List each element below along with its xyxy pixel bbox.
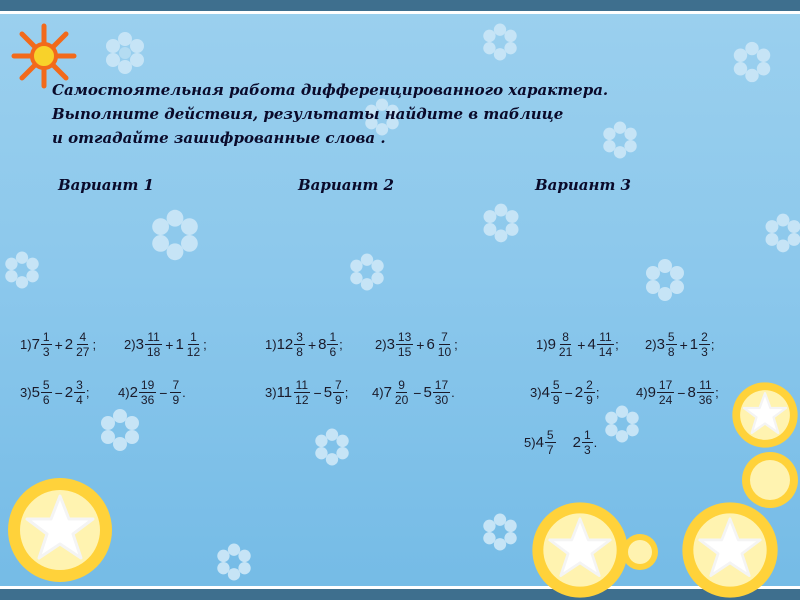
- flower-icon: [478, 20, 522, 64]
- variant-3-label: Вариант 3: [535, 176, 631, 194]
- flower-icon: [100, 28, 150, 78]
- flower-icon: [600, 402, 644, 446]
- flower-icon: [760, 210, 800, 256]
- exercise-v3-3: 3) 4 $\frac{5}{9}$ − 2 $\frac{2}{9}$ ;: [530, 378, 600, 407]
- task-heading: [52, 78, 672, 150]
- star-icon: [675, 495, 785, 600]
- exercise-v1-2: 2) 3 $\frac{11}{18}$ + 1 $\frac{1}{12}$ ;: [124, 330, 207, 359]
- star-icon: [730, 370, 800, 460]
- flower-icon: [145, 205, 205, 265]
- exercise-v1-3: 3) 5 $\frac{5}{6}$ − 2 $\frac{3}{4}$ ;: [20, 378, 90, 407]
- flower-icon: [212, 540, 256, 584]
- flower-icon: [95, 405, 145, 455]
- exercise-v2-4: 4) 7 $\frac{9}{20}$ − 5 $\frac{17}{30}$ .: [372, 378, 455, 407]
- variant-2-label: Вариант 2: [298, 176, 394, 194]
- heading-line-2: Выполните действия, результаты найдите в таблице: [52, 105, 564, 123]
- star-icon: [525, 495, 635, 600]
- exercise-v2-3: 3) 11 $\frac{11}{12}$ − 5 $\frac{7}{9}$ ;: [265, 378, 349, 407]
- exercise-v3-4: 4) 9 $\frac{17}{24}$ − 8 $\frac{11}{36}$ ;: [636, 378, 719, 407]
- star-icon: [620, 532, 660, 572]
- flower-icon: [478, 510, 522, 554]
- exercise-v2-2: 2) 3 $\frac{13}{15}$ + 6 $\frac{7}{10}$ ;: [375, 330, 458, 359]
- flower-icon: [640, 255, 690, 305]
- exercise-v3-1: 1) 9 $\frac{8}{21}$ + 4 $\frac{11}{14}$ ;: [536, 330, 619, 359]
- flower-icon: [478, 200, 524, 246]
- exercise-v3-5: 5) 4 $\frac{5}{7}$ 2 $\frac{1}{3}$ .: [524, 428, 598, 457]
- star-icon: [0, 470, 120, 590]
- exercise-v2-1: 1) 12 $\frac{3}{8}$ + 8 $\frac{1}{6}$ ;: [265, 330, 343, 359]
- variant-1-label: Вариант 1: [58, 176, 154, 194]
- heading-line-1: Самостоятельная работа дифференцированного характера.: [52, 81, 609, 99]
- flower-icon: [345, 250, 389, 294]
- exercise-v1-4: 4) 2 $\frac{19}{36}$ − $\frac{7}{9}$ .: [118, 378, 186, 407]
- exercise-v1-1: 1) 7 $\frac{1}{3}$ + 2 $\frac{4}{27}$ ;: [20, 330, 97, 359]
- exercise-v3-2: 2) 3 $\frac{5}{8}$ + 1 $\frac{2}{3}$ ;: [645, 330, 715, 359]
- star-icon: [740, 450, 800, 510]
- top-frame-bar: [0, 0, 800, 14]
- heading-line-3: и отгадайте зашифрованные слова .: [52, 129, 386, 147]
- flower-icon: [310, 425, 354, 469]
- flower-icon: [0, 248, 44, 292]
- flower-icon: [728, 38, 776, 86]
